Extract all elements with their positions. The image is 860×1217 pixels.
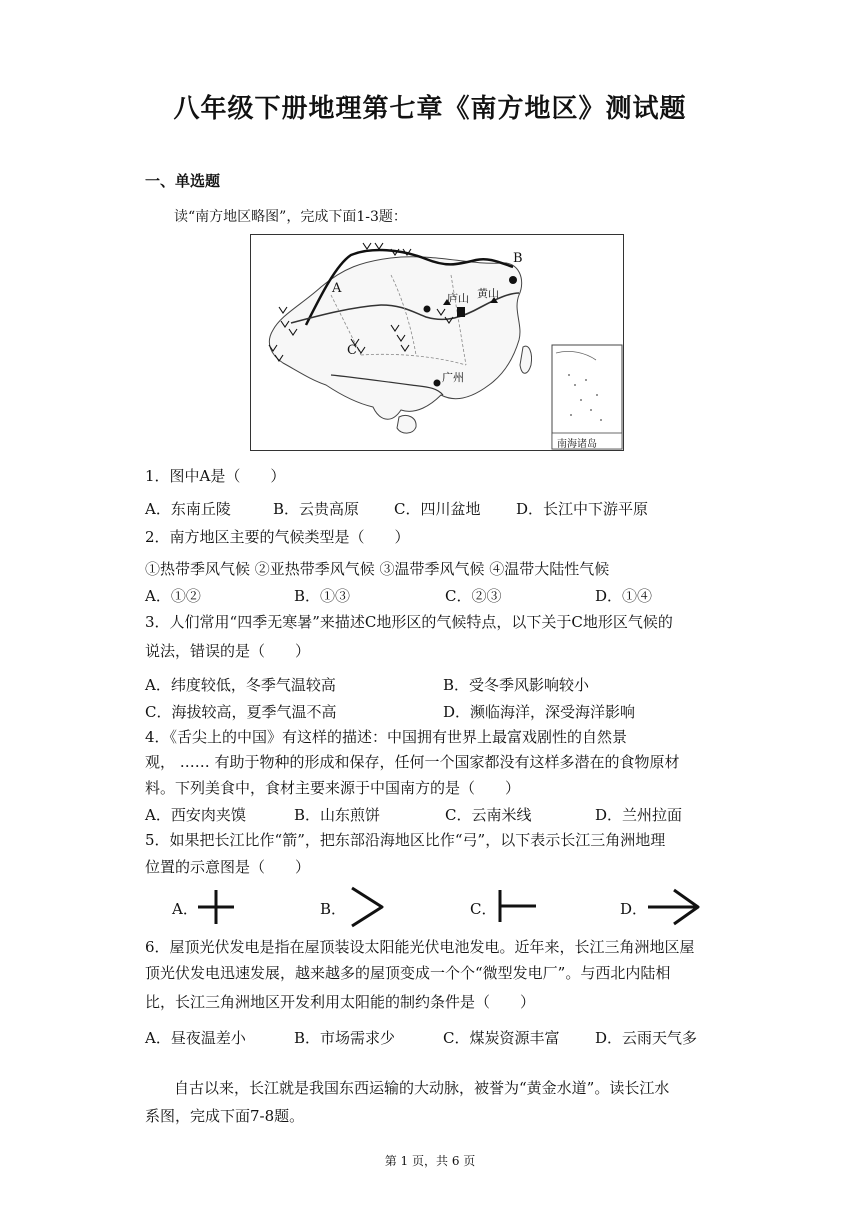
q3-stem-line1: 3．人们常用“四季无寒暑”来描述C地形区的气候特点，以下关于C地形区气候的: [145, 613, 673, 631]
q5-option-d: [620, 898, 647, 919]
page-title: 八年级下册地理第七章《南方地区》测试题: [173, 94, 687, 124]
q2-option-c: C．②③: [445, 587, 502, 605]
q5-option-c-label: C．: [470, 900, 497, 918]
q4-option-c: C．云南米线: [445, 806, 532, 824]
q6-option-a: A．昼夜温差小: [145, 1029, 246, 1047]
q5-option-a-label: A．: [172, 900, 198, 918]
map-drawing: [251, 235, 623, 450]
q1-option-b: B．云贵高原: [273, 500, 360, 518]
q5-cross-diagram: [194, 886, 238, 926]
q5-option-b: [320, 898, 346, 919]
q4-option-b: B．山东煎饼: [294, 806, 381, 824]
page-footer: 第 1 页，共 6 页: [384, 1154, 476, 1168]
q4-stem-line3: 料。下列美食中，食材主要来源于中国南方的是（ ）: [145, 779, 521, 797]
q3-option-b: B．受冬季风影响较小: [443, 676, 590, 694]
q1-stem: 1．图中A是（ ）: [145, 467, 286, 485]
map-label-a: A: [332, 281, 342, 296]
q2-option-b: B．①③: [294, 587, 351, 605]
q2-option-d: D．①④: [595, 587, 653, 605]
map-label-huangshan: 黄山: [477, 287, 499, 300]
south-china-map: [250, 234, 624, 451]
q4-stem-line1: 4．《舌尖上的中国》有这样的描述：中国拥有世界上最富戏剧性的自然景: [145, 728, 628, 746]
intro-q7-8-line1: 自古以来，长江就是我国东西运输的大动脉，被誉为“黄金水道”。读长江水: [174, 1079, 670, 1097]
q1-option-c: C．四川盆地: [394, 500, 481, 518]
map-label-c: C: [347, 343, 357, 358]
q6-option-b: B．市场需求少: [294, 1029, 396, 1047]
q4-option-d: D．兰州拉面: [595, 806, 683, 824]
q3-stem-line2: 说法，错误的是（ ）: [145, 642, 311, 660]
q5-bow-diagram: [346, 884, 388, 930]
q6-stem-line3: 比，长江三角洲地区开发利用太阳能的制约条件是（ ）: [145, 993, 536, 1011]
q6-option-d: D．云雨天气多: [595, 1029, 698, 1047]
q5-t-diagram: [494, 886, 540, 926]
q6-stem-line1: 6．屋顶光伏发电是指在屋顶装设太阳能光伏电池发电。近年来，长江三角洲地区屋: [145, 938, 695, 956]
q3-option-c: C．海拔较高，夏季气温不高: [145, 703, 337, 721]
q5-option-d-label: D．: [620, 900, 648, 918]
q5-option-b-label: B．: [320, 900, 347, 918]
q1-option-a: A．东南丘陵: [145, 500, 231, 518]
q5-arrow-bow-diagram: [646, 886, 702, 928]
q6-stem-line2: 顶光伏发电迅速发展，越来越多的屋顶变成一个个“微型发电厂”。与西北内陆相: [145, 964, 671, 982]
intro-q7-8-line2: 系图，完成下面7-8题。: [145, 1107, 305, 1125]
section-heading: 一、单选题: [145, 172, 221, 190]
map-inset-label: 南海诸岛: [557, 439, 597, 450]
q2-list: ①热带季风气候 ②亚热带季风气候 ③温带季风气候 ④温带大陆性气候: [145, 560, 610, 578]
q6-option-c: C．煤炭资源丰富: [443, 1029, 560, 1047]
q2-stem: 2．南方地区主要的气候类型是（ ）: [145, 528, 410, 546]
q5-option-c: [470, 898, 496, 919]
map-label-b: B: [513, 251, 523, 266]
map-label-guangzhou: 广州: [442, 371, 464, 384]
q5-stem-line1: 5．如果把长江比作“箭”，把东部沿海地区比作“弓”，以下表示长江三角洲地理: [145, 831, 666, 849]
q4-option-a: A．西安肉夹馍: [145, 806, 246, 824]
q3-option-d: D．濒临海洋，深受海洋影响: [443, 703, 636, 721]
q1-option-d: D．长江中下游平原: [516, 500, 649, 518]
q4-stem-line2: 观， …… 有助于物种的形成和保存，任何一个国家都没有这样多潜在的食物原材: [145, 753, 680, 771]
intro-q1-3: 读“南方地区略图”，完成下面1-3题：: [174, 209, 407, 225]
q2-option-a: A．①②: [145, 587, 201, 605]
map-label-lushan: 庐山: [447, 292, 469, 305]
q5-stem-line2: 位置的示意图是（ ）: [145, 858, 311, 876]
q3-option-a: A．纬度较低，冬季气温较高: [145, 676, 336, 694]
